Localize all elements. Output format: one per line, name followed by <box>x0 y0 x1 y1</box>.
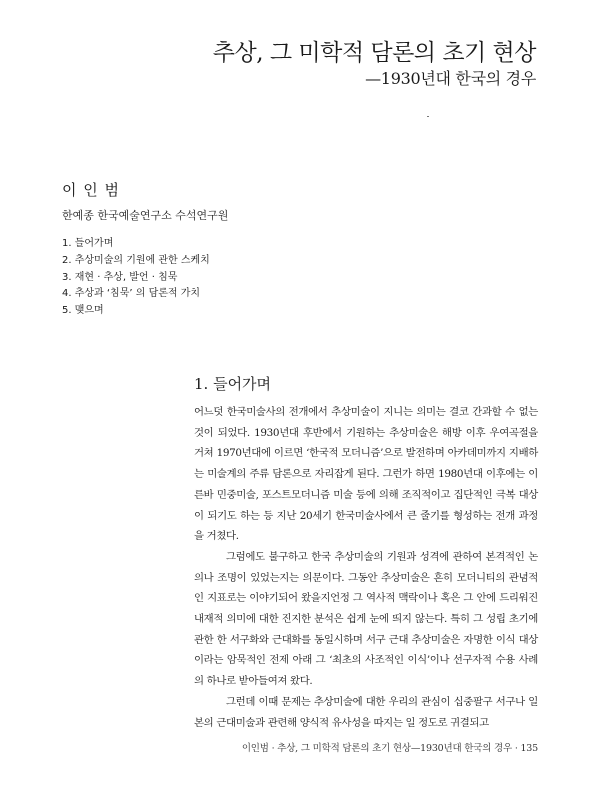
toc-item: 1. 들어가며 <box>62 238 114 249</box>
body-paragraph: 그럼에도 불구하고 한국 추상미술의 기원과 성격에 관하여 본격적인 논의나 조명이 있었는지는 의문이다. 그동안 추상미술은 흔히 모더니티의 관념적인 지표로는 이야기되어 왔을지언정 그 역사적 맥락이나 혹은 그 안에 드리워진 내재적 의미에 대한 진지한 분석은 쉽게 눈에 띄지 않는다. 특히 그 성립 초기에 관한 한 서구화와 근대화를 동일시하며 서구 근대 추상미술은 자명한 이식 대상이라는 암묵적인 전제 아래 그 ‘최초의 사조적인 이식’이나 선구자적 수용 사례의 하나로 받아들여져 왔다. <box>194 550 538 688</box>
section-heading: 1. 들어가며 <box>194 375 272 393</box>
author-name: 이 인 범 <box>62 181 121 199</box>
toc-item: 3. 재현 · 추상, 발언 · 침묵 <box>62 271 178 283</box>
toc-item: 5. 맺으며 <box>62 305 104 317</box>
title-block <box>213 38 536 90</box>
table-of-contents <box>62 236 272 320</box>
page-footer: 이인범 · 추상, 그 미학적 담론의 초기 현상—1930년대 한국의 경우 · 135 <box>241 743 538 754</box>
toc-item: 4. 추상과 ‘침묵’ 의 담론적 가치 <box>62 288 201 300</box>
body-text <box>194 402 538 733</box>
toc-item: 2. 추상미술의 기원에 관한 스케치 <box>62 254 210 266</box>
author-block <box>62 180 282 224</box>
article-subtitle: —1930년대 한국의 경우 <box>365 69 536 88</box>
article-title: 추상, 그 미학적 담론의 초기 현상 <box>212 40 536 66</box>
stray-mark <box>427 116 429 117</box>
author-affiliation: 한예종 한국예술연구소 수석연구원 <box>62 209 229 222</box>
body-paragraph: 어느덧 한국미술사의 전개에서 추상미술이 지니는 의미는 결코 간과할 수 없는 것이 되었다. 1930년대 후반에서 기원하는 추상미술은 해방 이후 우여곡절을 거쳐 1970년대에 이르면 ‘한국적 모더니즘’으로 발전하며 아카데미까지 지배하는 미술계의 주류 담론으로 자리잡게 된다. 그런가 하면 1980년대 이후에는 이른바 민중미술, 포스트모더니즘 미술 등에 의해 조직적이고 집단적인 극복 대상이 되기도 하는 등 지난 20세기 한국미술사에서 큰 줄기를 형성하는 전개 과정을 거쳤다. <box>194 406 538 543</box>
body-paragraph: 그런데 이때 문제는 추상미술에 대한 우리의 관심이 십중팔구 서구나 일본의 근대미술과 관련해 양식적 유사성을 따지는 일 정도로 귀결되고 <box>194 695 538 729</box>
